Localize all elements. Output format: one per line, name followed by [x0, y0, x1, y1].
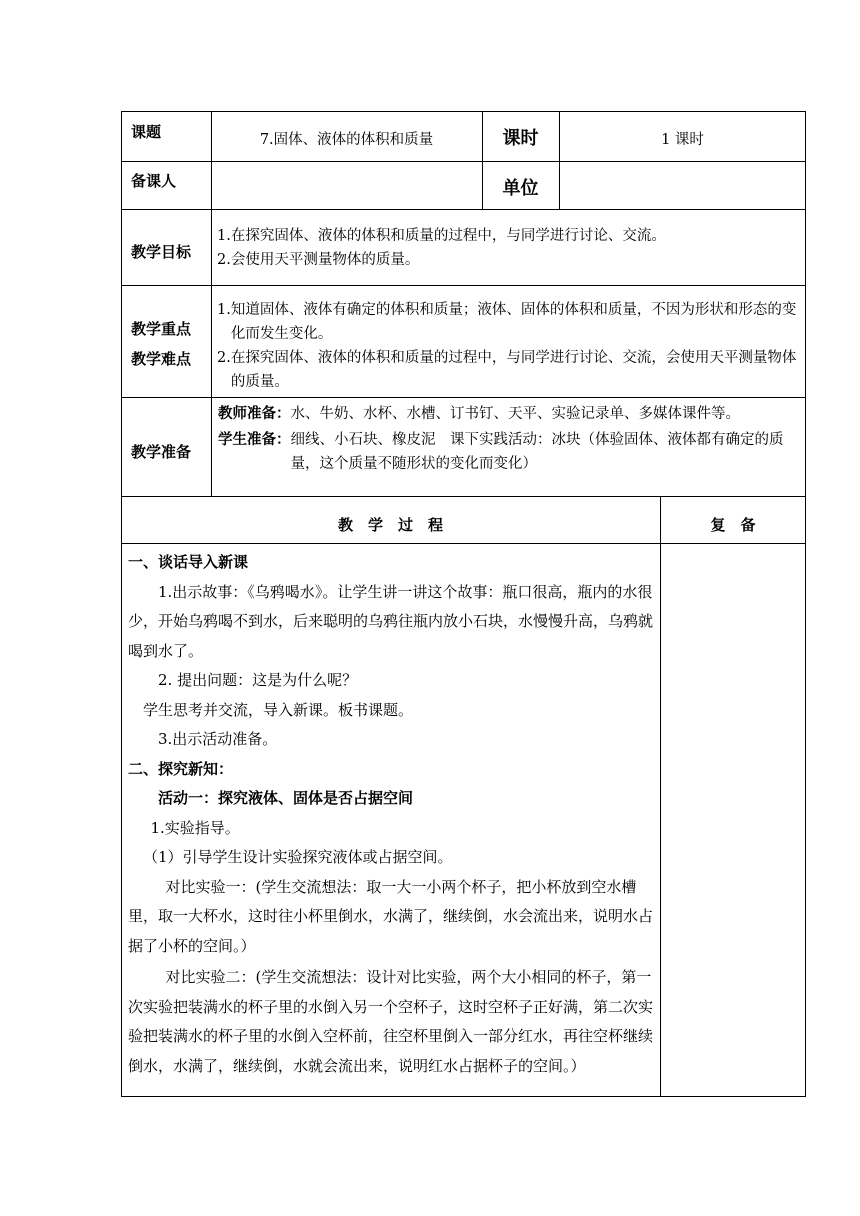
key-points-list: [217, 298, 801, 394]
activity-title: 活动一：探究液体、固体是否占据空间: [158, 789, 414, 807]
teacher-prep: 教师准备： 水、牛奶、水杯、水槽、订书钉、天平、实验记录单、多媒体课件等。: [218, 406, 740, 422]
paragraph: 1.出示故事：《乌鸦喝水》。让学生讲一讲这个故事：瓶口很高，瓶内的水很少，开始乌鸦喝不到水，后来聪明的乌鸦往瓶内放小石块，水慢慢升高，乌鸦就喝到水了。: [128, 582, 654, 660]
paragraph: 2. 提出问题：这是为什么呢？: [158, 671, 358, 689]
paragraph: 3.出示活动准备。: [158, 730, 278, 748]
paragraph: 学生思考并交流，导入新课。板书课题。: [143, 700, 414, 719]
paragraph: （1）引导学生设计实验探究液体或占据空间。: [143, 848, 453, 866]
topic-label: 课题: [131, 123, 162, 141]
paragraph: 对比实验二：(学生交流想法：设计对比实验，两个大小相同的杯子，第一次实验把装满水的杯子里的水倒入另一个空杯子，这时空杯子正好满，第二次实验把装满水的杯子里的水倒入空杯前，往空杯里倒入一部分红水，再往空杯继续倒水，水满了，继续倒，水就会流出来，说明红水占据杯子的空间。）: [128, 968, 654, 1075]
period-value: 1 课时: [661, 132, 704, 148]
preparation-label: 教学准备: [131, 443, 192, 461]
unit-label: 单位: [502, 178, 539, 199]
objectives-label: 教学目标: [131, 243, 192, 261]
section-title: 二、探究新知：: [128, 759, 234, 778]
paragraph: 对比实验一：(学生交流想法：取一大一小两个杯子，把小杯放到空水槽里，取一大杯水，这时往小杯里倒水，水满了，继续倒，水会流出来，说明水占据了小杯的空间。）: [128, 877, 654, 955]
key-point-item: 2. 在探究固体、液体的体积和质量的过程中，与同学进行讨论、交流，会使用天平测量物体的质量。: [217, 350, 797, 390]
paragraph: 1.实验指导。: [150, 818, 240, 837]
key-points-label: 教学重点: [131, 320, 192, 338]
key-point-item: 1. 知道固体、液体有确定的体积和质量；液体、固体的体积和质量，不因为形状和形态的变化而发生变化。: [217, 302, 797, 342]
period-label: 课时: [502, 128, 539, 149]
process-body: [128, 548, 656, 1081]
objective-item: 1. 在探究固体、液体的体积和质量的过程中，与同学进行讨论、交流。: [217, 228, 666, 244]
objective-item: 2. 会使用天平测量物体的质量。: [217, 252, 420, 268]
preparation-content: [218, 402, 802, 476]
topic-value: 7.固体、液体的体积和质量: [259, 132, 434, 148]
review-header: 复 备: [710, 516, 756, 534]
difficulties-label: 教学难点: [131, 350, 192, 368]
preparer-label: 备课人: [131, 172, 177, 190]
objectives-list: [217, 224, 799, 272]
section-title: 一、谈话导入新课: [128, 553, 249, 571]
student-prep: 学生准备： 细线、小石块、橡皮泥 课下实践活动：冰块（体验固体、液体都有确定的质量，这个质量不随形状的变化而变化）: [218, 432, 784, 472]
process-header: 教 学 过 程: [337, 516, 443, 534]
